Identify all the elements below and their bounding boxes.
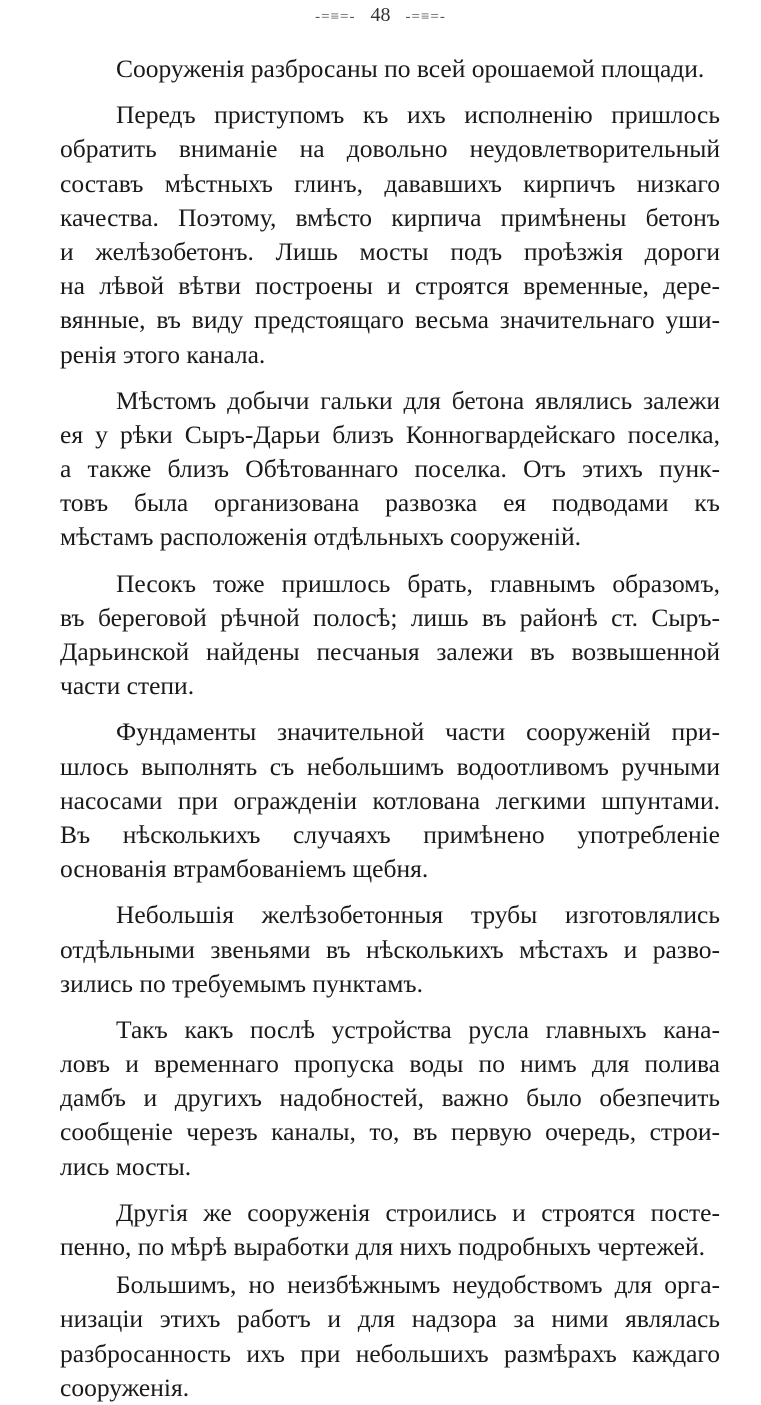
text-line: Мѣстомъ добычи гальки для бетона являлись залежи (116, 385, 720, 415)
paragraph (60, 52, 720, 86)
text-line: Небольшія желѣзобетонныя трубы изготовлялись (116, 900, 720, 930)
text-line: Такъ какъ послѣ устройства русла главныхъ кана- (116, 1014, 720, 1044)
paragraph (60, 98, 720, 372)
header-ornament-left: -=≡=- (315, 9, 356, 25)
text-line: а также близъ Обѣтованнаго поселка. Отъ этихъ пунк- (60, 454, 720, 484)
page-number: 48 (370, 4, 391, 26)
text-line: ренія этого канала. (60, 339, 266, 369)
text-line: на лѣвой вѣтви построены и строятся временные, дере- (60, 271, 720, 301)
text-line: разбросанность ихъ при небольшихъ размѣрахъ каждаго (60, 1338, 720, 1368)
paragraph (60, 1013, 720, 1184)
text-line: товъ была организована развозка ея подводами къ (60, 488, 720, 518)
text-line: мѣстамъ расположенія отдѣльныхъ сооруженій. (60, 522, 582, 552)
text-line: ловъ и временнаго пропуска воды по нимъ для полива (60, 1049, 720, 1079)
text-line: качества. Поэтому, вмѣсто кирпича примѣнены бетонъ (60, 202, 720, 232)
text-line: Передъ приступомъ къ ихъ исполненію пришлось (116, 100, 720, 130)
text-line: насосами при огражденіи котлована легкими шпунтами. (60, 785, 720, 815)
text-line: ея у рѣки Сыръ-Дарьи близъ Конногвардейскаго поселка, (60, 419, 720, 449)
paragraph (60, 715, 720, 886)
text-line: вянные, въ виду предстоящаго весьма значительнаго уши- (60, 305, 720, 335)
text-line: обратить вниманіе на довольно неудовлетворительный (60, 134, 720, 164)
text-line: сооруженія. (60, 1372, 190, 1402)
text-line: основанія втрамбованіемъ щебня. (60, 854, 429, 884)
text-line: дамбъ и другихъ надобностей, важно было обезпечить (60, 1083, 720, 1113)
text-line: Дарьинской найдены песчаныя залежи въ возвышенной (60, 637, 720, 666)
paragraph (60, 1196, 720, 1264)
text-line: Фундаменты значительной части сооруженій при- (116, 717, 720, 747)
text-line: сообщеніе черезъ каналы, то, въ первую очередь, строи- (60, 1117, 720, 1147)
text-line: зились по требуемымъ пунктамъ. (60, 968, 423, 998)
paragraph (60, 898, 720, 1001)
body-text (60, 52, 720, 1405)
text-line: части степи. (60, 671, 195, 701)
text-line: Песокъ тоже пришлось брать, главнымъ образомъ, (116, 568, 720, 598)
text-line: низаціи этихъ работъ и для надзора за ними являлась (60, 1304, 720, 1334)
text-line: составъ мѣстныхъ глинъ, дававшихъ кирпичъ низкаго (60, 168, 720, 198)
text-line: Большимъ, но неизбѣжнымъ неудобствомъ для орга- (116, 1270, 720, 1300)
text-line: Въ нѣсколькихъ случаяхъ примѣнено употребленіе (60, 819, 720, 849)
paragraph (60, 384, 720, 555)
text-line: отдѣльными звеньями въ нѣсколькихъ мѣстахъ и разво- (60, 934, 720, 964)
text-line: лись мосты. (60, 1151, 192, 1181)
paragraph (60, 1268, 720, 1405)
paragraph (60, 567, 720, 704)
header-ornament-right: -=≡=- (405, 9, 446, 25)
text-line: и желѣзобетонъ. Лишь мосты подъ проѣзжія дороги (60, 236, 720, 266)
text-line: въ береговой рѣчной полосѣ; лишь въ районѣ ст. Сыръ- (60, 602, 720, 632)
text-line: Сооруженія разбросаны по всей орошаемой площади. (116, 54, 705, 83)
text-line: Другія же сооруженія строились и строятся посте- (116, 1197, 720, 1227)
page-header (0, 4, 761, 27)
text-line: пенно, по мѣрѣ выработки для нихъ подробныхъ чертежей. (60, 1232, 705, 1261)
text-line: шлось выполнять съ небольшимъ водоотливомъ ручными (60, 751, 720, 781)
